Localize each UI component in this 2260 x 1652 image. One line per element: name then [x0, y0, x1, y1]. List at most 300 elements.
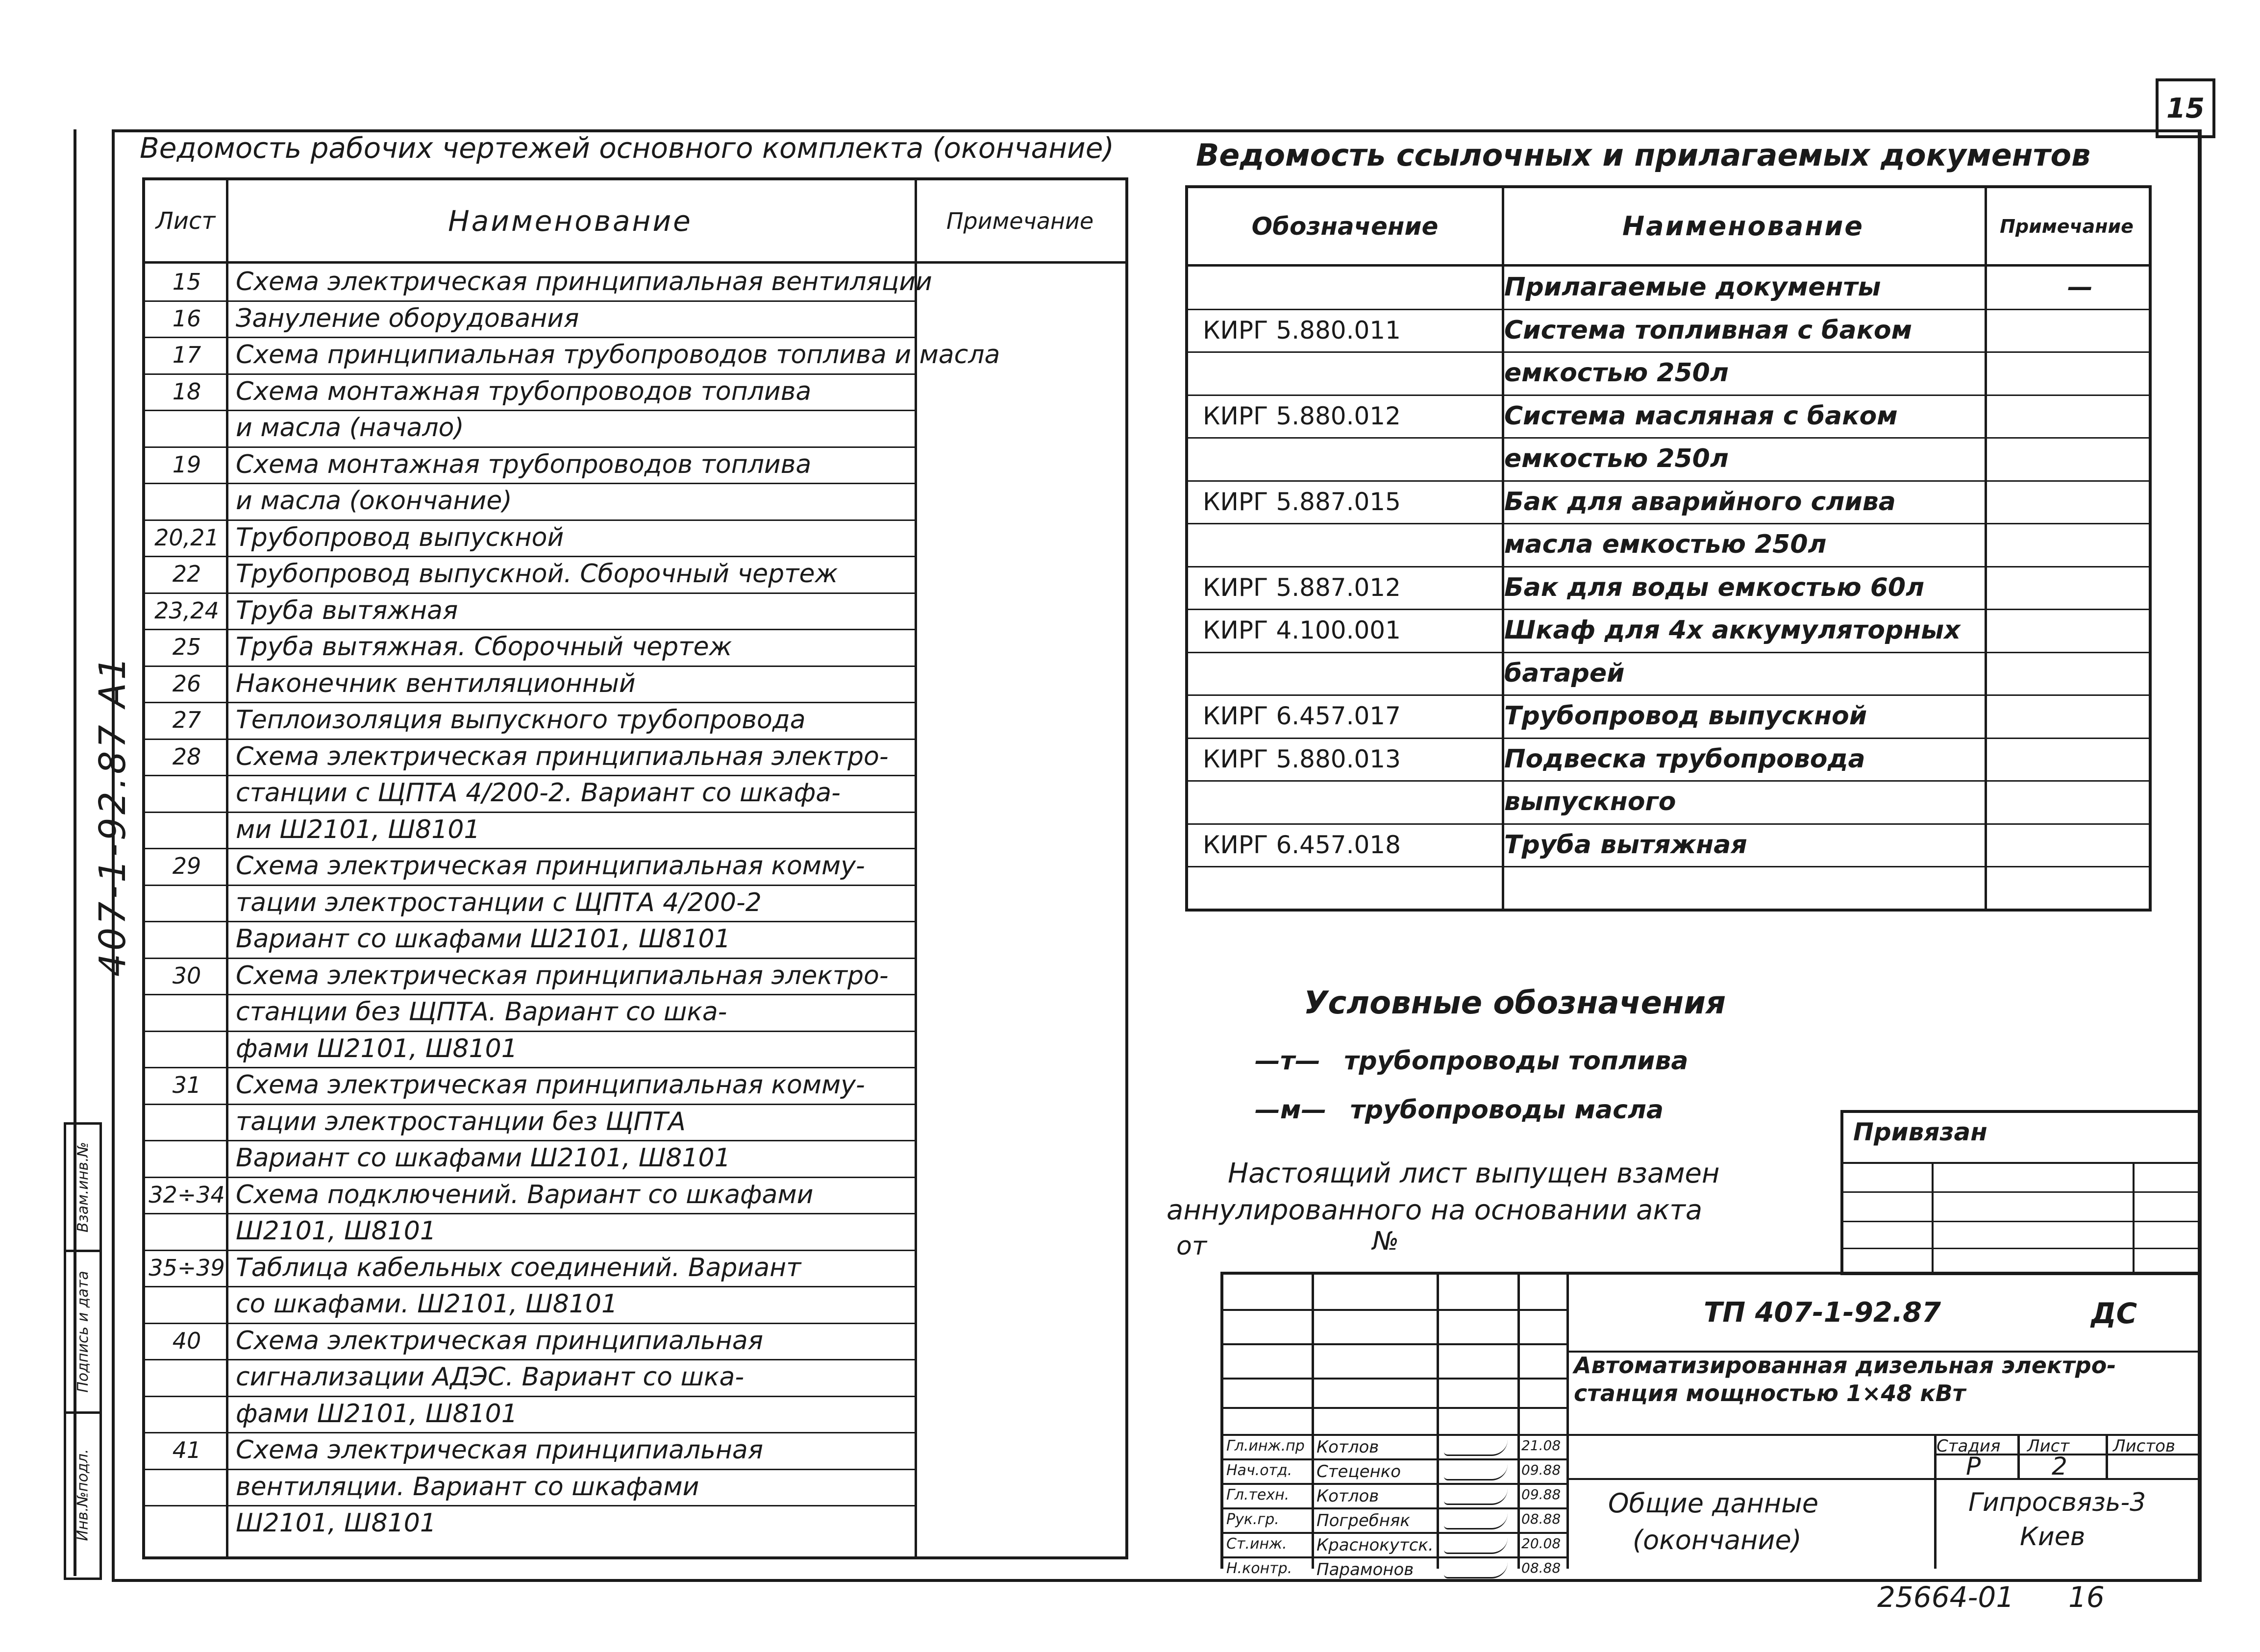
document-note: [2021, 866, 2139, 909]
sheet-number: [145, 1140, 228, 1176]
row-divider: [145, 1432, 915, 1433]
table-row: [145, 1250, 915, 1286]
signature-mark: [1444, 1538, 1508, 1554]
signer-role: Ст.инж.: [1226, 1535, 1287, 1553]
privyazan-row-line: [1843, 1191, 2198, 1193]
document-name: масла емкостью 250л: [1504, 530, 1827, 559]
note-from-label: от: [1176, 1232, 1207, 1261]
table-row: [145, 300, 915, 337]
sheet-name: Ш2101, Ш8101: [236, 1508, 436, 1538]
signature-date: 20.08: [1521, 1535, 1561, 1552]
privyazan-row-line: [1843, 1221, 2198, 1222]
sheet-name: Схема электрическая принципиальная комму-: [236, 851, 865, 881]
header-note: Примечание: [2000, 215, 2134, 237]
organization-city: Киев: [2020, 1522, 2086, 1552]
table-row: [1188, 780, 2149, 823]
signature-mark: [1444, 1440, 1508, 1456]
row-divider: [145, 666, 915, 667]
sheet-name: Наконечник вентиляционный: [236, 668, 636, 698]
signer-name: Котлов: [1316, 1437, 1379, 1457]
sheet-number: 23,24: [154, 597, 219, 624]
sheet-name: тации электростанции без ЩПТА: [236, 1107, 686, 1136]
sheet-number: [145, 994, 228, 1030]
sheet-number: [145, 1031, 228, 1067]
document-note: [2021, 738, 2139, 781]
tb-row: [1566, 1478, 2198, 1480]
sheet-number: 18: [172, 378, 201, 405]
row-divider: [145, 848, 915, 849]
row-divider: [1188, 351, 2149, 353]
row-divider: [1188, 780, 2149, 782]
row-divider: [145, 885, 915, 886]
row-divider: [145, 1250, 915, 1251]
table-row: [145, 629, 915, 665]
sheet-number: [145, 1359, 228, 1395]
table-row: [1188, 566, 2149, 609]
signature-date: 08.88: [1521, 1560, 1561, 1576]
note-line-2: аннулированного на основании акта: [1167, 1194, 1703, 1226]
table-row: [145, 1213, 915, 1249]
document-name: батарей: [1504, 658, 1625, 688]
sheet-number: 26: [172, 670, 201, 697]
signature-date: 21.08: [1521, 1437, 1561, 1454]
sheet-number: [145, 1104, 228, 1140]
row-divider: [145, 446, 915, 448]
row-divider: [145, 921, 915, 922]
sheet-name: Схема электрическая принципиальная вентиляции: [236, 267, 932, 296]
signature-mark: [1444, 1489, 1508, 1505]
referenced-documents-table: [1185, 185, 2152, 912]
table-row: [1188, 437, 2149, 480]
signer-role: Рук.гр.: [1226, 1511, 1279, 1528]
tb-row: [1223, 1343, 1566, 1345]
document-note: —: [2067, 272, 2093, 302]
row-divider: [1188, 652, 2149, 653]
privyazan-block: [1840, 1110, 2198, 1275]
sheet-name: Схема электрическая принципиальная электро-: [236, 741, 889, 771]
table-row: [145, 775, 915, 811]
strip-cell-signature-date: Подпись и дата: [66, 1252, 99, 1414]
document-code: [1203, 866, 1507, 909]
sheet-name: Схема монтажная трубопроводов топлива: [236, 376, 812, 406]
stage-value: Р: [1966, 1452, 1981, 1480]
document-code: КИРГ 6.457.018: [1203, 830, 1401, 859]
tb-row: [1223, 1507, 1566, 1509]
doc-type: ДС: [2091, 1297, 2137, 1330]
table-row: [145, 1286, 915, 1322]
sheet-name: вентиляции. Вариант со шкафами: [236, 1472, 699, 1502]
sheets-label: Листов: [2113, 1436, 2176, 1456]
left-table-title: Ведомость рабочих чертежей основного комплекта (окончание): [140, 131, 1115, 165]
row-divider: [1188, 823, 2149, 825]
legend-symbol-fuel: —т—: [1255, 1046, 1321, 1076]
tb-col: [2106, 1434, 2108, 1478]
row-divider: [145, 1104, 915, 1105]
sheet-name: Схема электрическая принципиальная комму-: [236, 1070, 865, 1100]
document-name: Система масляная с баком: [1504, 401, 1898, 431]
table-row: [145, 1469, 915, 1505]
right-table-title: Ведомость ссылочных и прилагаемых документов: [1196, 137, 2091, 173]
sheet-number: 31: [172, 1072, 201, 1098]
tb-row: [1223, 1483, 1566, 1485]
document-note: [2021, 309, 2139, 352]
row-divider: [145, 337, 915, 338]
privyazan-col-line: [2133, 1162, 2135, 1272]
table-row: [145, 1140, 915, 1176]
table-row: [145, 1505, 915, 1541]
sheet-number: [145, 1213, 228, 1249]
footer-page-number: 16: [2068, 1580, 2105, 1614]
sheet-name: Таблица кабельных соединений. Вариант: [236, 1253, 801, 1282]
signer-role: Гл.техн.: [1226, 1486, 1290, 1504]
document-note: [2021, 437, 2139, 480]
legend-title: Условные обозначения: [1304, 985, 1726, 1021]
table-row: [1188, 652, 2149, 695]
document-code: [1203, 266, 1507, 309]
document-name: Труба вытяжная: [1504, 830, 1747, 860]
document-code: КИРГ 5.887.015: [1203, 487, 1401, 516]
table-row: [145, 1177, 915, 1213]
row-divider: [145, 1469, 915, 1470]
page-number: 15: [2156, 78, 2215, 138]
tb-row: [1223, 1309, 1566, 1311]
signature-date: 09.88: [1521, 1486, 1561, 1503]
row-divider: [145, 1031, 915, 1032]
sheet-number: 17: [172, 342, 201, 368]
sheet-name: и масла (начало): [236, 413, 464, 443]
document-note: [2021, 480, 2139, 523]
row-divider: [145, 1213, 915, 1214]
document-name: [1504, 866, 1994, 909]
sheet-name: Схема электрическая принципиальная: [236, 1326, 764, 1356]
table-row: [145, 885, 915, 921]
table-row: [1188, 738, 2149, 781]
row-divider: [1188, 694, 2149, 696]
sheet-name: станции с ЩПТА 4/200-2. Вариант со шкафа-: [236, 778, 841, 808]
sheet-number: [145, 410, 228, 446]
col-divider: [915, 180, 917, 1556]
sheet-name: Схема электрическая принципиальная электро-: [236, 961, 889, 990]
sheet-number: 40: [172, 1327, 201, 1354]
sheet-name: Трубопровод выпускной: [236, 522, 564, 552]
row-divider: [145, 994, 915, 995]
signer-role: Гл.инж.пр: [1226, 1437, 1305, 1455]
signature-date: 09.88: [1521, 1462, 1561, 1478]
sheet-name: Ш2101, Ш8101: [236, 1216, 436, 1246]
title-block: [1220, 1272, 2198, 1579]
table-row: [145, 921, 915, 957]
row-divider: [145, 775, 915, 776]
organization-name: Гипросвязь-3: [1968, 1488, 2146, 1517]
doc-code: ТП 407-1-92.87: [1704, 1297, 1941, 1329]
row-divider: [145, 702, 915, 703]
row-divider: [145, 300, 915, 302]
tb-row: [1223, 1378, 1566, 1380]
document-note: [2021, 395, 2139, 438]
signature-date: 08.88: [1521, 1511, 1561, 1527]
table-row: [1188, 823, 2149, 866]
tb-row: [1223, 1532, 1566, 1534]
sheet-number: [145, 1396, 228, 1432]
sheet-title-line-1: Общие данные: [1608, 1488, 1819, 1519]
sheet-number: 22: [172, 561, 201, 587]
sheet-number: [145, 1469, 228, 1505]
sheet-number: 35÷39: [149, 1254, 225, 1281]
privyazan-row-line: [1843, 1248, 2198, 1249]
tb-col: [2017, 1434, 2020, 1478]
note-number-label: №: [1372, 1227, 1399, 1256]
sheet-number: [145, 885, 228, 921]
table-row: [145, 373, 915, 410]
sheet-number: 27: [172, 707, 201, 733]
table-row: [145, 739, 915, 775]
tb-col: [1566, 1275, 1569, 1569]
sheet-name: Вариант со шкафами Ш2101, Ш8101: [236, 1143, 731, 1173]
project-name-line-2: станция мощностью 1×48 кВт: [1574, 1380, 1966, 1406]
sheet-number: 30: [172, 962, 201, 989]
signature-mark: [1444, 1562, 1508, 1578]
document-code: КИРГ 5.880.011: [1203, 316, 1401, 345]
row-divider: [145, 519, 915, 521]
sheet-name: тации электростанции с ЩПТА 4/200-2: [236, 888, 762, 917]
tb-row: [1223, 1556, 1566, 1558]
archive-number: 25664-01: [1877, 1580, 2014, 1614]
table-row: [145, 556, 915, 592]
sheet-name: со шкафами. Ш2101, Ш8101: [236, 1289, 618, 1319]
working-drawings-table: [142, 177, 1128, 1559]
document-name: Подвеска трубопровода: [1504, 744, 1865, 774]
signer-name: Стеценко: [1316, 1462, 1401, 1481]
table-row: [145, 666, 915, 702]
row-divider: [1188, 437, 2149, 439]
sheet-title-line-2: (окончание): [1633, 1525, 1802, 1555]
sheet-value: 2: [2052, 1452, 2067, 1480]
document-note: [2021, 566, 2139, 609]
row-divider: [1188, 309, 2149, 310]
tb-row: [1223, 1407, 1566, 1409]
signer-name: Котлов: [1316, 1486, 1379, 1506]
signature-mark: [1444, 1513, 1508, 1529]
sheet-name: Трубопровод выпускной. Сборочный чертеж: [236, 559, 838, 589]
tb-row: [1223, 1434, 2198, 1436]
document-name: Шкаф для 4х аккумуляторных: [1504, 616, 1961, 645]
document-note: [2021, 780, 2139, 823]
row-divider: [145, 1140, 915, 1141]
table-row: [1188, 523, 2149, 566]
sheet-name: и масла (окончание): [236, 486, 512, 516]
sheet-number: 41: [172, 1437, 201, 1463]
sheet-number: [145, 1286, 228, 1322]
document-note: [2021, 609, 2139, 652]
row-divider: [1188, 395, 2149, 396]
signer-name: Погребняк: [1316, 1511, 1410, 1530]
row-divider: [145, 812, 915, 813]
table-row: [145, 1396, 915, 1432]
tb-col: [1517, 1275, 1520, 1569]
row-divider: [145, 483, 915, 484]
rotated-document-code: 407-1-92.87 A1: [92, 654, 134, 977]
document-note: [2021, 652, 2139, 695]
document-name: емкостью 250л: [1504, 358, 1729, 388]
table-row: [1188, 266, 2149, 309]
table-row: [145, 1323, 915, 1359]
sheet-number: 16: [172, 305, 201, 332]
table-row: [145, 848, 915, 884]
sheet-name: Зануление оборудования: [236, 303, 579, 333]
sheet-number: 28: [172, 743, 201, 770]
legend-text-oil: трубопроводы масла: [1350, 1095, 1664, 1125]
tb-row: [1223, 1458, 1566, 1460]
sheet-number: [145, 483, 228, 519]
strip-cell-vzam-inv: Взам.инв.№: [66, 1125, 99, 1252]
sheet-name: станции без ЩПТА. Вариант со шка-: [236, 997, 727, 1027]
sheet-name: Схема принципиальная трубопроводов топлива и масла: [236, 340, 1000, 370]
signature-mark: [1444, 1464, 1508, 1480]
table-row: [145, 519, 915, 556]
row-divider: [145, 1396, 915, 1397]
document-code: КИРГ 4.100.001: [1203, 616, 1401, 644]
document-name: Трубопровод выпускной: [1504, 701, 1867, 731]
project-name-line-1: Автоматизированная дизельная электро-: [1574, 1352, 2116, 1379]
table-row: [145, 483, 915, 519]
table-row: [145, 410, 915, 446]
row-divider: [145, 373, 915, 375]
sheet-label: Лист: [2027, 1436, 2070, 1456]
document-name: емкостью 250л: [1504, 444, 1729, 473]
document-name: Бак для воды емкостью 60л: [1504, 572, 1925, 602]
sheet-number: 25: [172, 634, 201, 660]
table-row: [1188, 351, 2149, 395]
table-row: [145, 1067, 915, 1103]
table-row: [145, 702, 915, 738]
signer-role: Н.контр.: [1226, 1560, 1292, 1577]
privyazan-label: Привязан: [1853, 1118, 1987, 1146]
document-code: КИРГ 5.880.013: [1203, 744, 1401, 773]
sheet-number: 15: [172, 269, 201, 295]
signer-name: Краснокутск.: [1316, 1535, 1434, 1555]
table-row: [145, 994, 915, 1030]
signer-name: Парамонов: [1316, 1560, 1414, 1579]
sheet-name: Схема электрическая принципиальная: [236, 1435, 764, 1465]
note-line-1: Настоящий лист выпущен взамен: [1228, 1158, 1720, 1189]
document-code: [1203, 351, 1507, 395]
document-code: [1203, 780, 1507, 823]
sheet-number: 19: [172, 451, 201, 478]
legend-symbol-oil: —м—: [1255, 1095, 1327, 1125]
row-divider: [145, 592, 915, 594]
table-row: [1188, 480, 2149, 523]
header-name: Наименование: [448, 204, 693, 238]
table-row: [145, 337, 1000, 373]
sheet-number: [145, 812, 228, 848]
table-row: [145, 1359, 915, 1395]
legend-item-fuel: [1255, 1046, 1688, 1076]
table-row: [145, 264, 932, 300]
sheet-name: фами Ш2101, Ш8101: [236, 1399, 518, 1429]
table-row: [1188, 609, 2149, 652]
privyazan-col-line: [1932, 1162, 1934, 1272]
row-divider: [1188, 480, 2149, 482]
document-code: [1203, 523, 1507, 566]
table-row: [145, 592, 915, 629]
sheet-name: Теплоизоляция выпускного трубопровода: [236, 705, 806, 735]
row-divider: [145, 1505, 915, 1506]
row-divider: [145, 1177, 915, 1178]
stage-label: Стадия: [1937, 1436, 2001, 1456]
sheet-name: ми Ш2101, Ш8101: [236, 814, 480, 844]
row-divider: [145, 1286, 915, 1287]
row-divider: [1188, 866, 2149, 867]
table-row: [145, 1031, 915, 1067]
document-name: Система топливная с баком: [1504, 315, 1912, 345]
document-name: Бак для аварийного слива: [1504, 487, 1896, 517]
row-divider: [1188, 738, 2149, 739]
row-divider: [145, 739, 915, 740]
sheet-number: [145, 921, 228, 957]
document-name: Прилагаемые документы: [1504, 272, 1881, 302]
table-row: [1188, 694, 2149, 738]
document-code: КИРГ 5.880.012: [1203, 401, 1401, 430]
row-divider: [145, 629, 915, 630]
tb-col: [1312, 1275, 1314, 1569]
table-row: [145, 812, 915, 848]
row-divider: [1188, 609, 2149, 610]
row-divider: [145, 958, 915, 959]
sheet-number: 32÷34: [149, 1181, 225, 1208]
sheet-number: 20,21: [154, 524, 219, 551]
row-divider: [145, 1359, 915, 1360]
sheet-name: Вариант со шкафами Ш2101, Ш8101: [236, 924, 731, 954]
strip-cell-inv-podl: Инв.№подл.: [74, 1449, 92, 1541]
document-note: [2021, 823, 2139, 866]
sheet-name: сигнализации АДЭС. Вариант со шка-: [236, 1362, 745, 1392]
row-divider: [145, 556, 915, 557]
privyazan-row-line: [1843, 1162, 2198, 1164]
sheet-name: Труба вытяжная. Сборочный чертеж: [236, 632, 732, 662]
sheet-number: 29: [172, 853, 201, 879]
table-row: [145, 1432, 915, 1468]
sheet-number: [145, 1505, 228, 1541]
sheet-name: Труба вытяжная: [236, 595, 458, 625]
document-note: [2021, 694, 2139, 738]
row-divider: [1188, 523, 2149, 524]
document-code: КИРГ 6.457.017: [1203, 702, 1401, 730]
table-row: [1188, 866, 2149, 909]
sheet-name: Схема подключений. Вариант со шкафами: [236, 1180, 814, 1209]
header-note: Примечание: [946, 207, 1094, 234]
document-note: [2021, 351, 2139, 395]
document-note: [2021, 523, 2139, 566]
table-row: [1188, 309, 2149, 352]
table-row: [145, 446, 915, 483]
document-code: [1203, 652, 1507, 695]
table-row: [145, 1104, 915, 1140]
stamp-strip: [64, 1122, 102, 1580]
table-row: [145, 958, 915, 994]
legend-text-fuel: трубопроводы топлива: [1344, 1046, 1689, 1076]
table-row: [1188, 395, 2149, 438]
sheet-name: Схема монтажная трубопроводов топлива: [236, 449, 812, 479]
header-code: Обозначение: [1251, 212, 1439, 241]
row-divider: [145, 1323, 915, 1324]
header-sheet: Лист: [155, 207, 216, 235]
document-name: выпускного: [1504, 787, 1676, 816]
sheet-number: [145, 775, 228, 811]
sheet-name: фами Ш2101, Ш8101: [236, 1034, 518, 1063]
row-divider: [145, 1067, 915, 1068]
legend-item-oil: [1255, 1095, 1664, 1125]
document-code: [1203, 437, 1507, 480]
